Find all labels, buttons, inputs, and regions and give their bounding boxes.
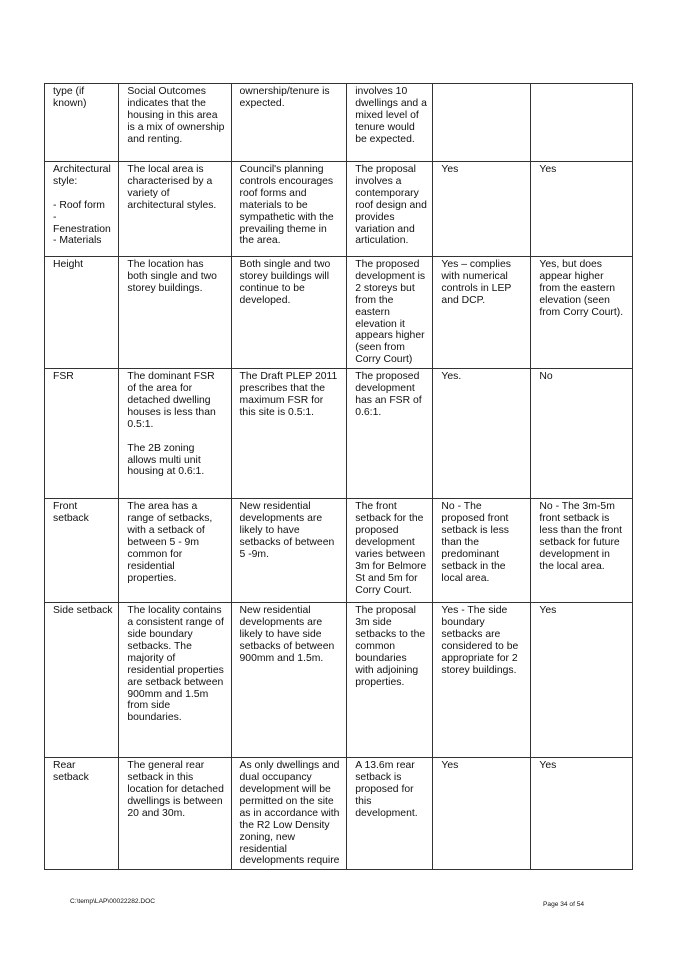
table-cell: Yes <box>433 758 531 870</box>
table-cell: Yes <box>531 603 633 758</box>
row-heading-cell: Front setback <box>45 499 119 603</box>
table-cell: Social Outcomes indicates that the housing in this area is a mix of ownership and renting. <box>119 84 231 162</box>
table-cell: No - The proposed front setback is less than the predominant setback in the local area. <box>433 499 531 603</box>
table-cell: Yes. <box>433 369 531 499</box>
table-cell <box>433 84 531 162</box>
table-cell: New residential developments are likely to have setbacks of between 5 -9m. <box>231 499 347 603</box>
table-cell: As only dwellings and dual occupancy development will be permitted on the site as in accordance with the R2 Low Density zoning, new residential developments require <box>231 758 347 870</box>
table-cell: The area has a range of setbacks, with a setback of between 5 - 9m common for residential properties. <box>119 499 231 603</box>
table-cell: The locality contains a consistent range of side boundary setbacks. The majority of residential properties are setback between 900mm and 1.5m from side boundaries. <box>119 603 231 758</box>
table-cell <box>531 84 633 162</box>
table-row <box>45 758 633 870</box>
row-heading-cell: Rear setback <box>45 758 119 870</box>
table-cell: The location has both single and two storey buildings. <box>119 257 231 369</box>
table-row <box>45 603 633 758</box>
row-heading-cell: Side setback <box>45 603 119 758</box>
row-heading-cell: FSR <box>45 369 119 499</box>
table-cell: The local area is characterised by a variety of architectural styles. <box>119 162 231 257</box>
table-cell: Yes, but does appear higher from the eastern elevation (seen from Corry Court). <box>531 257 633 369</box>
assessment-table <box>44 83 633 870</box>
table-row <box>45 369 633 499</box>
row-heading-cell: Architectural style: - Roof form - Fenestration - Materials <box>45 162 119 257</box>
table-cell: Yes - The side boundary setbacks are considered to be appropriate for 2 storey buildings. <box>433 603 531 758</box>
table-cell: The front setback for the proposed development varies between 3m for Belmore St and 5m for Corry Court. <box>347 499 433 603</box>
table-cell: Yes <box>531 162 633 257</box>
table-cell: ownership/tenure is expected. <box>231 84 347 162</box>
table-cell: Yes – complies with numerical controls in LEP and DCP. <box>433 257 531 369</box>
table-cell: The proposed development is 2 storeys but from the eastern elevation it appears higher (seen from Corry Court) <box>347 257 433 369</box>
table-cell: No <box>531 369 633 499</box>
table-row <box>45 499 633 603</box>
table-cell: The proposal involves a contemporary roof design and provides variation and articulation. <box>347 162 433 257</box>
table-cell: Yes <box>531 758 633 870</box>
row-heading-cell: type (if known) <box>45 84 119 162</box>
table-cell: The Draft PLEP 2011 prescribes that the maximum FSR for this site is 0.5:1. <box>231 369 347 499</box>
table-cell: The proposed development has an FSR of 0.6:1. <box>347 369 433 499</box>
table-cell: A 13.6m rear setback is proposed for this development. <box>347 758 433 870</box>
table-cell: involves 10 dwellings and a mixed level of tenure would be expected. <box>347 84 433 162</box>
table-cell: No - The 3m-5m front setback is less than the front setback for future development in the local area. <box>531 499 633 603</box>
table-cell: Both single and two storey buildings will continue to be developed. <box>231 257 347 369</box>
table-row <box>45 257 633 369</box>
table-cell: New residential developments are likely to have side setbacks of between 900mm and 1.5m. <box>231 603 347 758</box>
footer-file-path: C:\temp\LAP\00022282.DOC <box>70 898 156 905</box>
table-cell: Council's planning controls encourages roof forms and materials to be sympathetic with the prevailing theme in the area. <box>231 162 347 257</box>
table-cell: The general rear setback in this location for detached dwellings is between 20 and 30m. <box>119 758 231 870</box>
table-row <box>45 162 633 257</box>
footer-page-number: Page 34 of 54 <box>543 901 585 908</box>
table-cell: The proposal 3m side setbacks to the common boundaries with adjoining properties. <box>347 603 433 758</box>
table-cell: Yes <box>433 162 531 257</box>
row-heading-cell: Height <box>45 257 119 369</box>
table-cell: The dominant FSR of the area for detached dwelling houses is less than 0.5:1. The 2B zoning allows multi unit housing at 0.6:1. <box>119 369 231 499</box>
table-row <box>45 84 633 162</box>
